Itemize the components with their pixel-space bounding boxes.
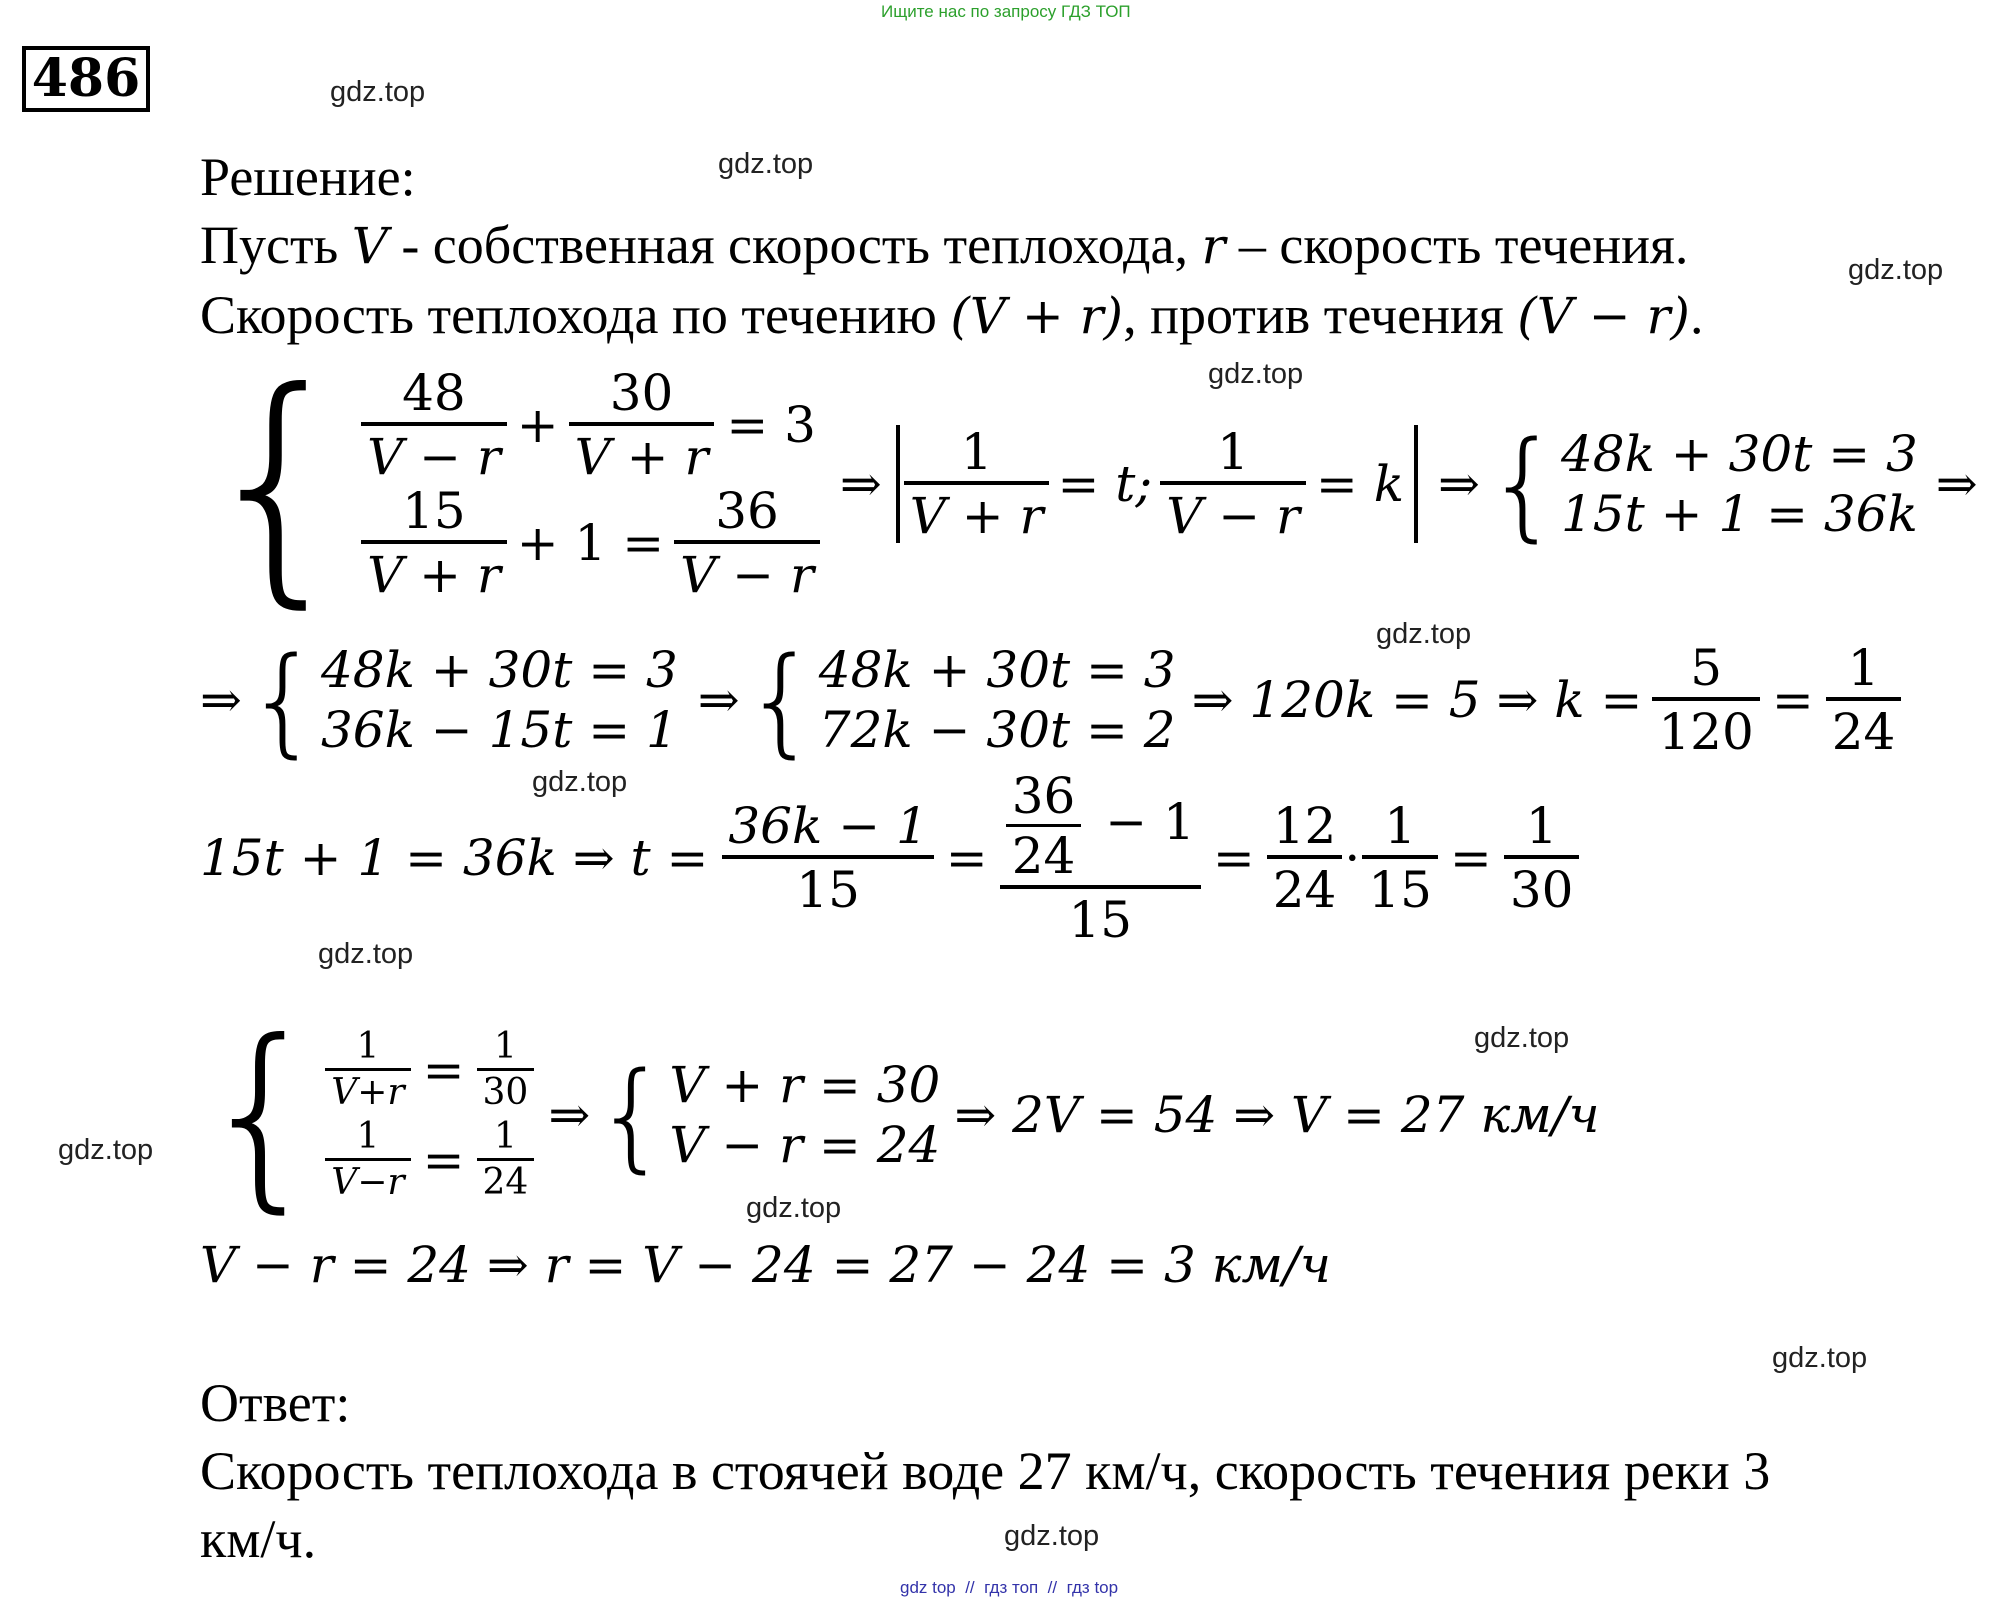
problem-number: 486 [22, 46, 150, 112]
answer-line-2: км/ч. [200, 1509, 317, 1569]
substitution-bar-left [896, 425, 900, 543]
text: 15t + 1 = 36k ⇒ t = [200, 829, 709, 887]
watermark: gdz.top [1772, 1342, 1868, 1374]
equation: 15t + 1 = 36k [1560, 485, 1918, 543]
fraction: $\frac{15}{V + r}$ [361, 486, 507, 600]
watermark: gdz.top [718, 148, 814, 180]
equals: = [1212, 829, 1255, 887]
watermark: gdz.top [1004, 1520, 1100, 1552]
text: - собственная скорость теплохода, [401, 215, 1188, 275]
text: − 1 [1105, 793, 1195, 851]
solution-heading: Решение: [200, 147, 416, 207]
fraction: $\frac{1}{30}$ [477, 1029, 535, 1111]
system-2-line [200, 630, 1901, 770]
expr-upstream: (V − r) [1517, 287, 1690, 345]
equation: 48k + 30t = 3 [320, 641, 678, 699]
system-3 [198, 998, 1600, 1231]
equation: 48k + 30t = 3 [818, 641, 1176, 699]
dot: · [1344, 829, 1361, 887]
equals: = [1771, 671, 1814, 729]
text: = k [1315, 455, 1404, 513]
left-brace-icon: { [743, 631, 819, 769]
system-2b [818, 641, 1176, 759]
equals: = [1449, 829, 1492, 887]
equals: = [422, 1041, 465, 1099]
answer-heading: Ответ: [200, 1373, 351, 1433]
equals: = [422, 1131, 465, 1189]
watermark: gdz.top [532, 766, 628, 798]
implies-arrow: ⇒ [548, 1086, 591, 1144]
system-1-equations [361, 364, 820, 604]
expr-downstream: (V + r) [950, 287, 1124, 345]
equation: 72k − 30t = 2 [818, 701, 1176, 759]
fraction: $\frac{36}{24}$ − 1 15 [1000, 771, 1201, 945]
watermark: gdz.top [1208, 358, 1304, 390]
watermark: gdz.top [58, 1134, 154, 1166]
t-line [200, 767, 1579, 949]
watermark: gdz.top [746, 1192, 842, 1224]
text: Скорость теплохода по течению [200, 285, 937, 345]
r-line [200, 1236, 1331, 1294]
fraction: $\frac{1}{V+r}$ [325, 1029, 410, 1111]
left-brace-icon: { [245, 631, 321, 769]
left-brace-icon: { [198, 998, 326, 1231]
solution-line-1 [200, 215, 1689, 275]
watermark: gdz.top [1474, 1022, 1570, 1054]
equation: 48k + 30t = 3 [1560, 425, 1918, 483]
plus: + [516, 396, 559, 454]
system-3-result [669, 1056, 941, 1174]
left-brace-icon: { [198, 338, 358, 629]
fraction: $\frac{1}{30}$ [1504, 801, 1580, 915]
fraction: $\frac{48}{V - r}$ [361, 368, 507, 482]
implies-arrow: ⇒ [1438, 455, 1480, 513]
text: ⇒ 120k = 5 ⇒ k = [1191, 671, 1643, 729]
fraction: $\frac{36}{24}$ [1006, 771, 1082, 881]
answer-line-1: Скорость теплохода в стоячей воде 27 км/ч, скорость течения реки 3 [200, 1441, 1771, 1501]
system-2a [320, 641, 678, 759]
equals: = [945, 829, 988, 887]
fraction: $\frac{1}{15}$ [1362, 801, 1438, 915]
implies-arrow: ⇒ [839, 455, 882, 513]
implies-arrow: ⇒ [200, 671, 242, 729]
text: Пусть [200, 215, 339, 275]
watermark: gdz.top [318, 938, 414, 970]
fraction: $\frac{36k - 1}{15}$ [722, 801, 933, 915]
text: + 1 = [516, 514, 665, 572]
equation: 36k − 15t = 1 [320, 701, 678, 759]
equation: V + r = 30 [669, 1056, 941, 1114]
left-brace-icon: { [1485, 415, 1561, 553]
system-3-equations [325, 1026, 534, 1203]
system-1-eq-2 [361, 482, 820, 604]
fraction: $\frac{36}{V - r}$ [674, 486, 820, 600]
compound-numerator [1000, 767, 1201, 885]
fraction: $\frac{12}{24}$ [1267, 801, 1343, 915]
text: = t; [1057, 455, 1153, 513]
fraction: $\frac{1}{V + r}$ [904, 427, 1050, 541]
system-3-eq-1 [325, 1026, 534, 1113]
text: , против течения [1123, 285, 1504, 345]
footer-note: gdz top // гдз топ // гдз top [900, 1578, 1119, 1597]
watermark: gdz.top [1376, 618, 1472, 650]
fraction: $\frac{5}{120}$ [1652, 643, 1759, 757]
fraction: $\frac{1}{24}$ [1826, 643, 1902, 757]
system-1-eq-1 [361, 364, 820, 486]
fraction: $\frac{1}{24}$ [477, 1119, 535, 1201]
solution-line-2 [200, 285, 1704, 345]
equation: V − r = 24 ⇒ r = V − 24 = 27 − 24 = 3 км/ч [200, 1236, 1331, 1294]
implies-arrow: ⇒ [697, 671, 740, 729]
text: – скорость течения. [1238, 215, 1689, 275]
text: . [1689, 285, 1704, 345]
implies-arrow: ⇒ [1935, 455, 1978, 513]
var-r: r [1201, 217, 1226, 275]
var-v: V [351, 217, 388, 275]
fraction: $\frac{1}{V - r}$ [1160, 427, 1306, 541]
text: ⇒ 2V = 54 ⇒ V = 27 км/ч [954, 1086, 1600, 1144]
header-note: Ищите нас по запросу ГДЗ ТОП [881, 2, 1131, 21]
rhs: = 3 [726, 396, 816, 454]
fraction: $\frac{30}{V + r}$ [569, 368, 715, 482]
left-brace-icon: { [594, 1046, 670, 1184]
equation: V − r = 24 [669, 1116, 941, 1174]
system-1 [198, 338, 1978, 629]
watermark: gdz.top [1848, 254, 1944, 286]
substitution-bar-right [1414, 425, 1418, 543]
fraction: $\frac{1}{V-r}$ [325, 1119, 410, 1201]
watermark: gdz.top [330, 76, 426, 108]
system-3-eq-2 [325, 1116, 534, 1203]
system-1-result [1560, 425, 1918, 543]
